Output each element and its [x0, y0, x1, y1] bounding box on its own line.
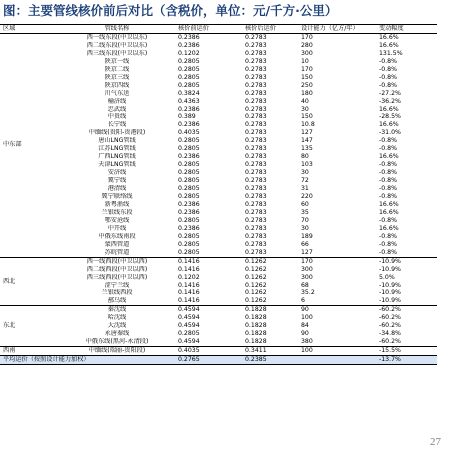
change-cell: -0.8% [379, 161, 397, 169]
capacity-cell: 10.8 [301, 121, 315, 129]
price-after-cell: 0.2783 [245, 81, 267, 89]
pipeline-name-cell: 新粤浙线 [104, 200, 130, 208]
table-row [0, 169, 437, 177]
pipeline-name-cell: 冀宁线 [107, 177, 127, 185]
price-before-cell: 0.4594 [178, 314, 200, 322]
pipeline-name-cell: 陕京四线 [104, 81, 130, 89]
table-row [0, 217, 437, 225]
price-after-cell: 0.2783 [245, 33, 267, 41]
price-after-cell: 0.2783 [245, 57, 267, 65]
capacity-cell: 170 [301, 257, 313, 265]
table-row [0, 106, 437, 114]
pipeline-name-cell: 中俄东线(黑河-永清段) [60, 338, 174, 346]
pipeline-name-cell: 鄂安沧线 [104, 216, 130, 224]
price-before-cell: 0.2805 [178, 193, 200, 201]
table-row [0, 330, 437, 338]
change-cell: -0.8% [379, 177, 397, 185]
price-before-cell: 0.2386 [178, 121, 200, 129]
price-after-cell: 0.2783 [245, 113, 267, 121]
price-after-cell: 0.1262 [245, 289, 267, 297]
price-after-cell: 0.1262 [245, 273, 267, 281]
pipeline-name-cell: 西三线西段(中卫以西) [86, 273, 148, 281]
capacity-cell: 127 [301, 129, 313, 137]
price-after-cell: 0.2783 [245, 145, 267, 153]
price-before-cell: 0.2386 [178, 41, 200, 49]
price-before-cell: 0.2386 [178, 105, 200, 113]
change-cell: 16.6% [379, 208, 399, 216]
average-capacity [297, 356, 375, 365]
table-row [0, 33, 437, 41]
capacity-cell: 103 [301, 161, 313, 169]
change-cell: -10.9% [375, 297, 437, 305]
header-pipeline-name: 管线名称 [60, 25, 174, 33]
table-row [0, 257, 437, 265]
price-after-cell: 0.1262 [245, 265, 267, 273]
table-row [0, 90, 437, 98]
table-row [0, 66, 437, 74]
capacity-cell: 300 [301, 273, 313, 281]
table-row [0, 266, 437, 274]
capacity-cell: 280 [301, 41, 313, 49]
capacity-cell: 127 [297, 249, 375, 257]
pipeline-name-cell: 陕京二线 [104, 65, 130, 73]
price-before-cell: 0.2805 [178, 65, 200, 73]
pipeline-name-cell: 榆济线 [107, 97, 127, 105]
pipeline-name-cell: 哈沈线 [107, 314, 127, 322]
pipeline-name-cell: 中俄东线南段 [98, 232, 136, 240]
pipeline-name-cell: 秦沈线 [107, 306, 127, 314]
price-before-cell: 0.2805 [178, 216, 200, 224]
pipeline-name-cell: 唐山LNG管线 [98, 137, 136, 145]
capacity-cell: 135 [301, 145, 313, 153]
pipeline-name-cell: 天津LNG管线 [98, 161, 136, 169]
price-after-cell: 0.2783 [245, 121, 267, 129]
table-row [0, 306, 437, 314]
price-before-cell: 0.4363 [178, 97, 200, 105]
table-row [0, 289, 437, 297]
header-region: 区域 [0, 25, 60, 33]
price-after-cell: 0.1262 [245, 281, 267, 289]
price-before-cell: 0.2805 [174, 249, 241, 257]
capacity-cell: 72 [301, 177, 309, 185]
pipeline-name-cell: 安济线 [107, 169, 127, 177]
table-row [0, 50, 437, 58]
price-before-cell: 0.2386 [178, 224, 200, 232]
table-row [0, 161, 437, 169]
pipeline-name-cell: 中缅线(瑞丽-贵阳段) [60, 347, 174, 356]
table-row [0, 233, 437, 241]
capacity-cell: 180 [301, 89, 313, 97]
price-after-cell: 0.2783 [241, 249, 297, 257]
price-after-cell: 0.2783 [245, 185, 267, 193]
capacity-cell: 100 [297, 347, 375, 356]
change-cell: -10.9% [379, 257, 401, 265]
price-after-cell: 0.1828 [241, 338, 297, 346]
price-after-cell: 0.1262 [245, 257, 267, 265]
capacity-cell: 30 [301, 224, 309, 232]
price-before-cell: 0.2386 [178, 153, 200, 161]
capacity-cell: 300 [301, 265, 313, 273]
table-row [0, 314, 437, 322]
change-cell: -0.8% [379, 65, 397, 73]
price-before-cell: 0.4594 [178, 306, 200, 314]
change-cell: 16.6% [379, 224, 399, 232]
pipeline-name-cell: 西一线东段(中卫以东) [86, 33, 148, 41]
price-after-cell: 0.2783 [245, 240, 267, 248]
capacity-cell: 84 [301, 322, 309, 330]
change-cell: -28.5% [379, 113, 401, 121]
price-before-cell: 0.1416 [178, 265, 200, 273]
capacity-cell: 170 [301, 33, 313, 41]
capacity-cell: 70 [301, 216, 309, 224]
price-before-cell: 0.4035 [178, 129, 200, 137]
change-cell: 16.6% [379, 200, 399, 208]
table-row [0, 42, 437, 50]
pipeline-name-cell: 江苏LNG管线 [98, 145, 136, 153]
change-cell: -0.8% [379, 145, 397, 153]
price-before-cell: 0.2805 [178, 161, 200, 169]
table-row [0, 145, 437, 153]
price-after-cell: 0.2783 [245, 129, 267, 137]
price-before-cell: 0.389 [178, 113, 196, 121]
price-before-cell: 0.2386 [178, 33, 200, 41]
capacity-cell: 68 [301, 281, 309, 289]
page-number: 27 [430, 436, 441, 448]
price-before-cell: 0.1416 [178, 289, 200, 297]
change-cell: 16.6% [379, 121, 399, 129]
capacity-cell: 80 [301, 153, 309, 161]
table-row [0, 185, 437, 193]
region-cell: 东北 [0, 306, 60, 347]
capacity-cell: 35 [301, 208, 309, 216]
change-cell: -60.2% [379, 306, 401, 314]
table-row [0, 297, 437, 305]
price-before-cell: 0.4035 [174, 347, 241, 356]
change-cell: -0.8% [379, 73, 397, 81]
price-before-cell: 0.2386 [178, 200, 200, 208]
price-after-cell: 0.2783 [245, 73, 267, 81]
average-label: 平均运价（按照设计能力加权） [0, 356, 174, 365]
pipeline-name-cell: 港清线 [107, 185, 127, 193]
capacity-cell: 10 [301, 57, 309, 65]
price-before-cell: 0.1416 [178, 257, 200, 265]
table-row [0, 209, 437, 217]
change-cell: -10.9% [379, 265, 401, 273]
price-before-cell: 0.2805 [178, 137, 200, 145]
price-before-cell: 0.2805 [178, 81, 200, 89]
price-before-cell: 0.2805 [178, 185, 200, 193]
price-after-cell: 0.2783 [245, 97, 267, 105]
change-cell: -10.9% [379, 289, 401, 297]
price-before-cell: 0.2805 [178, 57, 200, 65]
price-before-cell: 0.2805 [178, 232, 200, 240]
average-price-after: 0.2385 [241, 356, 297, 365]
table-row [0, 113, 437, 121]
figure-title: 图：主要管线核价前后对比（含税价，单位：元/千方·公里） [3, 3, 338, 18]
price-before-cell: 0.1416 [174, 297, 241, 305]
price-after-cell: 0.2783 [245, 193, 267, 201]
price-after-cell: 0.2783 [245, 105, 267, 113]
price-before-cell: 0.2805 [178, 330, 200, 338]
change-cell: -27.2% [379, 89, 401, 97]
table-row [0, 74, 437, 82]
capacity-cell: 31 [301, 185, 309, 193]
price-after-cell: 0.2783 [245, 216, 267, 224]
change-cell: -0.8% [379, 81, 397, 89]
change-cell: -60.2% [375, 338, 437, 346]
pipeline-name-cell: 大沈线 [107, 322, 127, 330]
capacity-cell: 170 [301, 65, 313, 73]
table-row [0, 201, 437, 209]
pipeline-name-cell: 陕京一线 [104, 57, 130, 65]
change-cell: -0.8% [379, 216, 397, 224]
change-cell: 16.6% [379, 153, 399, 161]
change-cell: -0.8% [379, 185, 397, 193]
price-after-cell: 0.2783 [245, 153, 267, 161]
price-after-cell: 0.1828 [245, 330, 267, 338]
pipeline-tariff-table [0, 25, 437, 365]
table-row [0, 338, 437, 346]
table-row [0, 347, 437, 356]
capacity-cell: 220 [301, 193, 313, 201]
change-cell: -31.0% [379, 129, 401, 137]
change-cell: -15.5% [375, 347, 437, 356]
change-cell: -34.8% [379, 330, 401, 338]
pipeline-name-cell: 苏皖管道 [60, 249, 174, 257]
capacity-cell: 35.2 [301, 289, 315, 297]
capacity-cell: 189 [301, 232, 313, 240]
average-row [0, 356, 437, 365]
capacity-cell: 60 [301, 200, 309, 208]
capacity-cell: 300 [301, 49, 313, 57]
price-before-cell: 0.2805 [178, 145, 200, 153]
price-before-cell: 0.2805 [178, 169, 200, 177]
header-change: 变动幅度 [375, 25, 437, 33]
pipeline-name-cell: 西三线东段(中卫以东) [86, 49, 148, 57]
table-row [0, 82, 437, 90]
price-before-cell: 0.2805 [178, 73, 200, 81]
change-cell: -0.8% [379, 169, 397, 177]
price-after-cell: 0.1828 [245, 314, 267, 322]
price-after-cell: 0.2783 [245, 224, 267, 232]
table-row [0, 177, 437, 185]
pipeline-name-cell: 忠武线 [107, 105, 127, 113]
pipeline-name-cell: 中贵线 [107, 113, 127, 121]
price-before-cell: 0.4594 [178, 322, 200, 330]
change-cell: 5.0% [379, 273, 395, 281]
table-row [0, 137, 437, 145]
change-cell: -0.8% [375, 249, 437, 257]
price-after-cell: 0.2783 [245, 161, 267, 169]
pipeline-name-cell: 广西LNG管线 [98, 153, 136, 161]
capacity-cell: 150 [301, 73, 313, 81]
price-after-cell: 0.2783 [245, 208, 267, 216]
capacity-cell: 90 [301, 306, 309, 314]
region-cell: 西南 [0, 347, 60, 356]
price-after-cell: 0.1262 [241, 297, 297, 305]
price-after-cell: 0.2783 [245, 89, 267, 97]
region-cell: 中东部 [0, 33, 60, 257]
price-after-cell: 0.1828 [245, 306, 267, 314]
pipeline-name-cell: 鄯乌线 [60, 297, 174, 305]
table-row [0, 58, 437, 66]
pipeline-name-cell: 冀宁联络线 [101, 193, 133, 201]
price-after-cell: 0.2783 [245, 137, 267, 145]
change-cell: 131.5% [379, 49, 403, 57]
price-before-cell: 0.1202 [178, 49, 200, 57]
price-after-cell: 0.2783 [245, 65, 267, 73]
capacity-cell: 250 [301, 81, 313, 89]
change-cell: -10.9% [379, 281, 401, 289]
table-row [0, 225, 437, 233]
capacity-cell: 147 [301, 137, 313, 145]
change-cell: -0.8% [379, 137, 397, 145]
change-cell: -0.8% [379, 193, 397, 201]
table-row [0, 98, 437, 106]
table-row [0, 129, 437, 137]
average-change: -13.7% [375, 356, 437, 365]
capacity-cell: 90 [301, 330, 309, 338]
table-row [0, 282, 437, 290]
pipeline-name-cell: 西二线西段(中卫以西) [86, 265, 148, 273]
pipeline-name-cell: 陕京三线 [104, 73, 130, 81]
table-row [0, 241, 437, 249]
change-cell: -0.8% [379, 240, 397, 248]
price-before-cell: 0.4594 [174, 338, 241, 346]
pipeline-name-cell: 蒙西管道 [104, 240, 130, 248]
price-after-cell: 0.3411 [241, 347, 297, 356]
pipeline-name-cell: 西一线西段(中卫以西) [86, 257, 148, 265]
price-after-cell: 0.2783 [245, 49, 267, 57]
pipeline-name-cell: 中缅线(贵阳-贵港段) [88, 129, 146, 137]
price-before-cell: 0.2386 [178, 208, 200, 216]
change-cell: -60.2% [379, 314, 401, 322]
table-row [0, 322, 437, 330]
pipeline-name-cell: 涩宁兰线 [104, 281, 130, 289]
capacity-cell: 6 [297, 297, 375, 305]
capacity-cell: 150 [301, 113, 313, 121]
pipeline-name-cell: 西二线东段(中卫以东) [86, 41, 148, 49]
price-before-cell: 0.1416 [178, 281, 200, 289]
price-before-cell: 0.2805 [178, 177, 200, 185]
table-row [0, 121, 437, 129]
pipeline-name-cell: 中开线 [107, 224, 127, 232]
price-after-cell: 0.2783 [245, 200, 267, 208]
pipeline-name-cell: 川气东送 [104, 89, 130, 97]
pipeline-name-cell: 永唐秦线 [104, 330, 130, 338]
change-cell: -36.2% [379, 97, 401, 105]
price-after-cell: 0.1828 [245, 322, 267, 330]
price-before-cell: 0.2805 [178, 240, 200, 248]
change-cell: -0.8% [379, 232, 397, 240]
header-price-before: 核价前运价 [174, 25, 241, 33]
change-cell: 16.6% [379, 41, 399, 49]
capacity-cell: 40 [301, 97, 309, 105]
pipeline-name-cell: 长宁线 [107, 121, 127, 129]
price-before-cell: 0.3824 [178, 89, 200, 97]
price-after-cell: 0.2783 [245, 232, 267, 240]
pipeline-name-cell: 兰银线西段 [101, 289, 133, 297]
change-cell: 16.6% [379, 105, 399, 113]
capacity-cell: 100 [301, 314, 313, 322]
capacity-cell: 30 [301, 105, 309, 113]
table-row [0, 153, 437, 161]
change-cell: -0.8% [379, 57, 397, 65]
table-row [0, 193, 437, 201]
capacity-cell: 380 [297, 338, 375, 346]
capacity-cell: 30 [301, 169, 309, 177]
price-after-cell: 0.2783 [245, 41, 267, 49]
average-price-before: 0.2765 [174, 356, 241, 365]
table-row [0, 249, 437, 257]
capacity-cell: 66 [301, 240, 309, 248]
table-row [0, 274, 437, 282]
header-design-capacity: 设计能力（亿方/年） [297, 25, 375, 33]
header-price-after: 核价后运价 [241, 25, 297, 33]
header-row [0, 25, 437, 33]
region-cell: 西北 [0, 257, 60, 306]
price-after-cell: 0.2783 [245, 169, 267, 177]
change-cell: 16.6% [379, 33, 399, 41]
pipeline-name-cell: 兰银线东段 [101, 208, 133, 216]
price-before-cell: 0.1202 [178, 273, 200, 281]
change-cell: -60.2% [379, 322, 401, 330]
price-after-cell: 0.2783 [245, 177, 267, 185]
